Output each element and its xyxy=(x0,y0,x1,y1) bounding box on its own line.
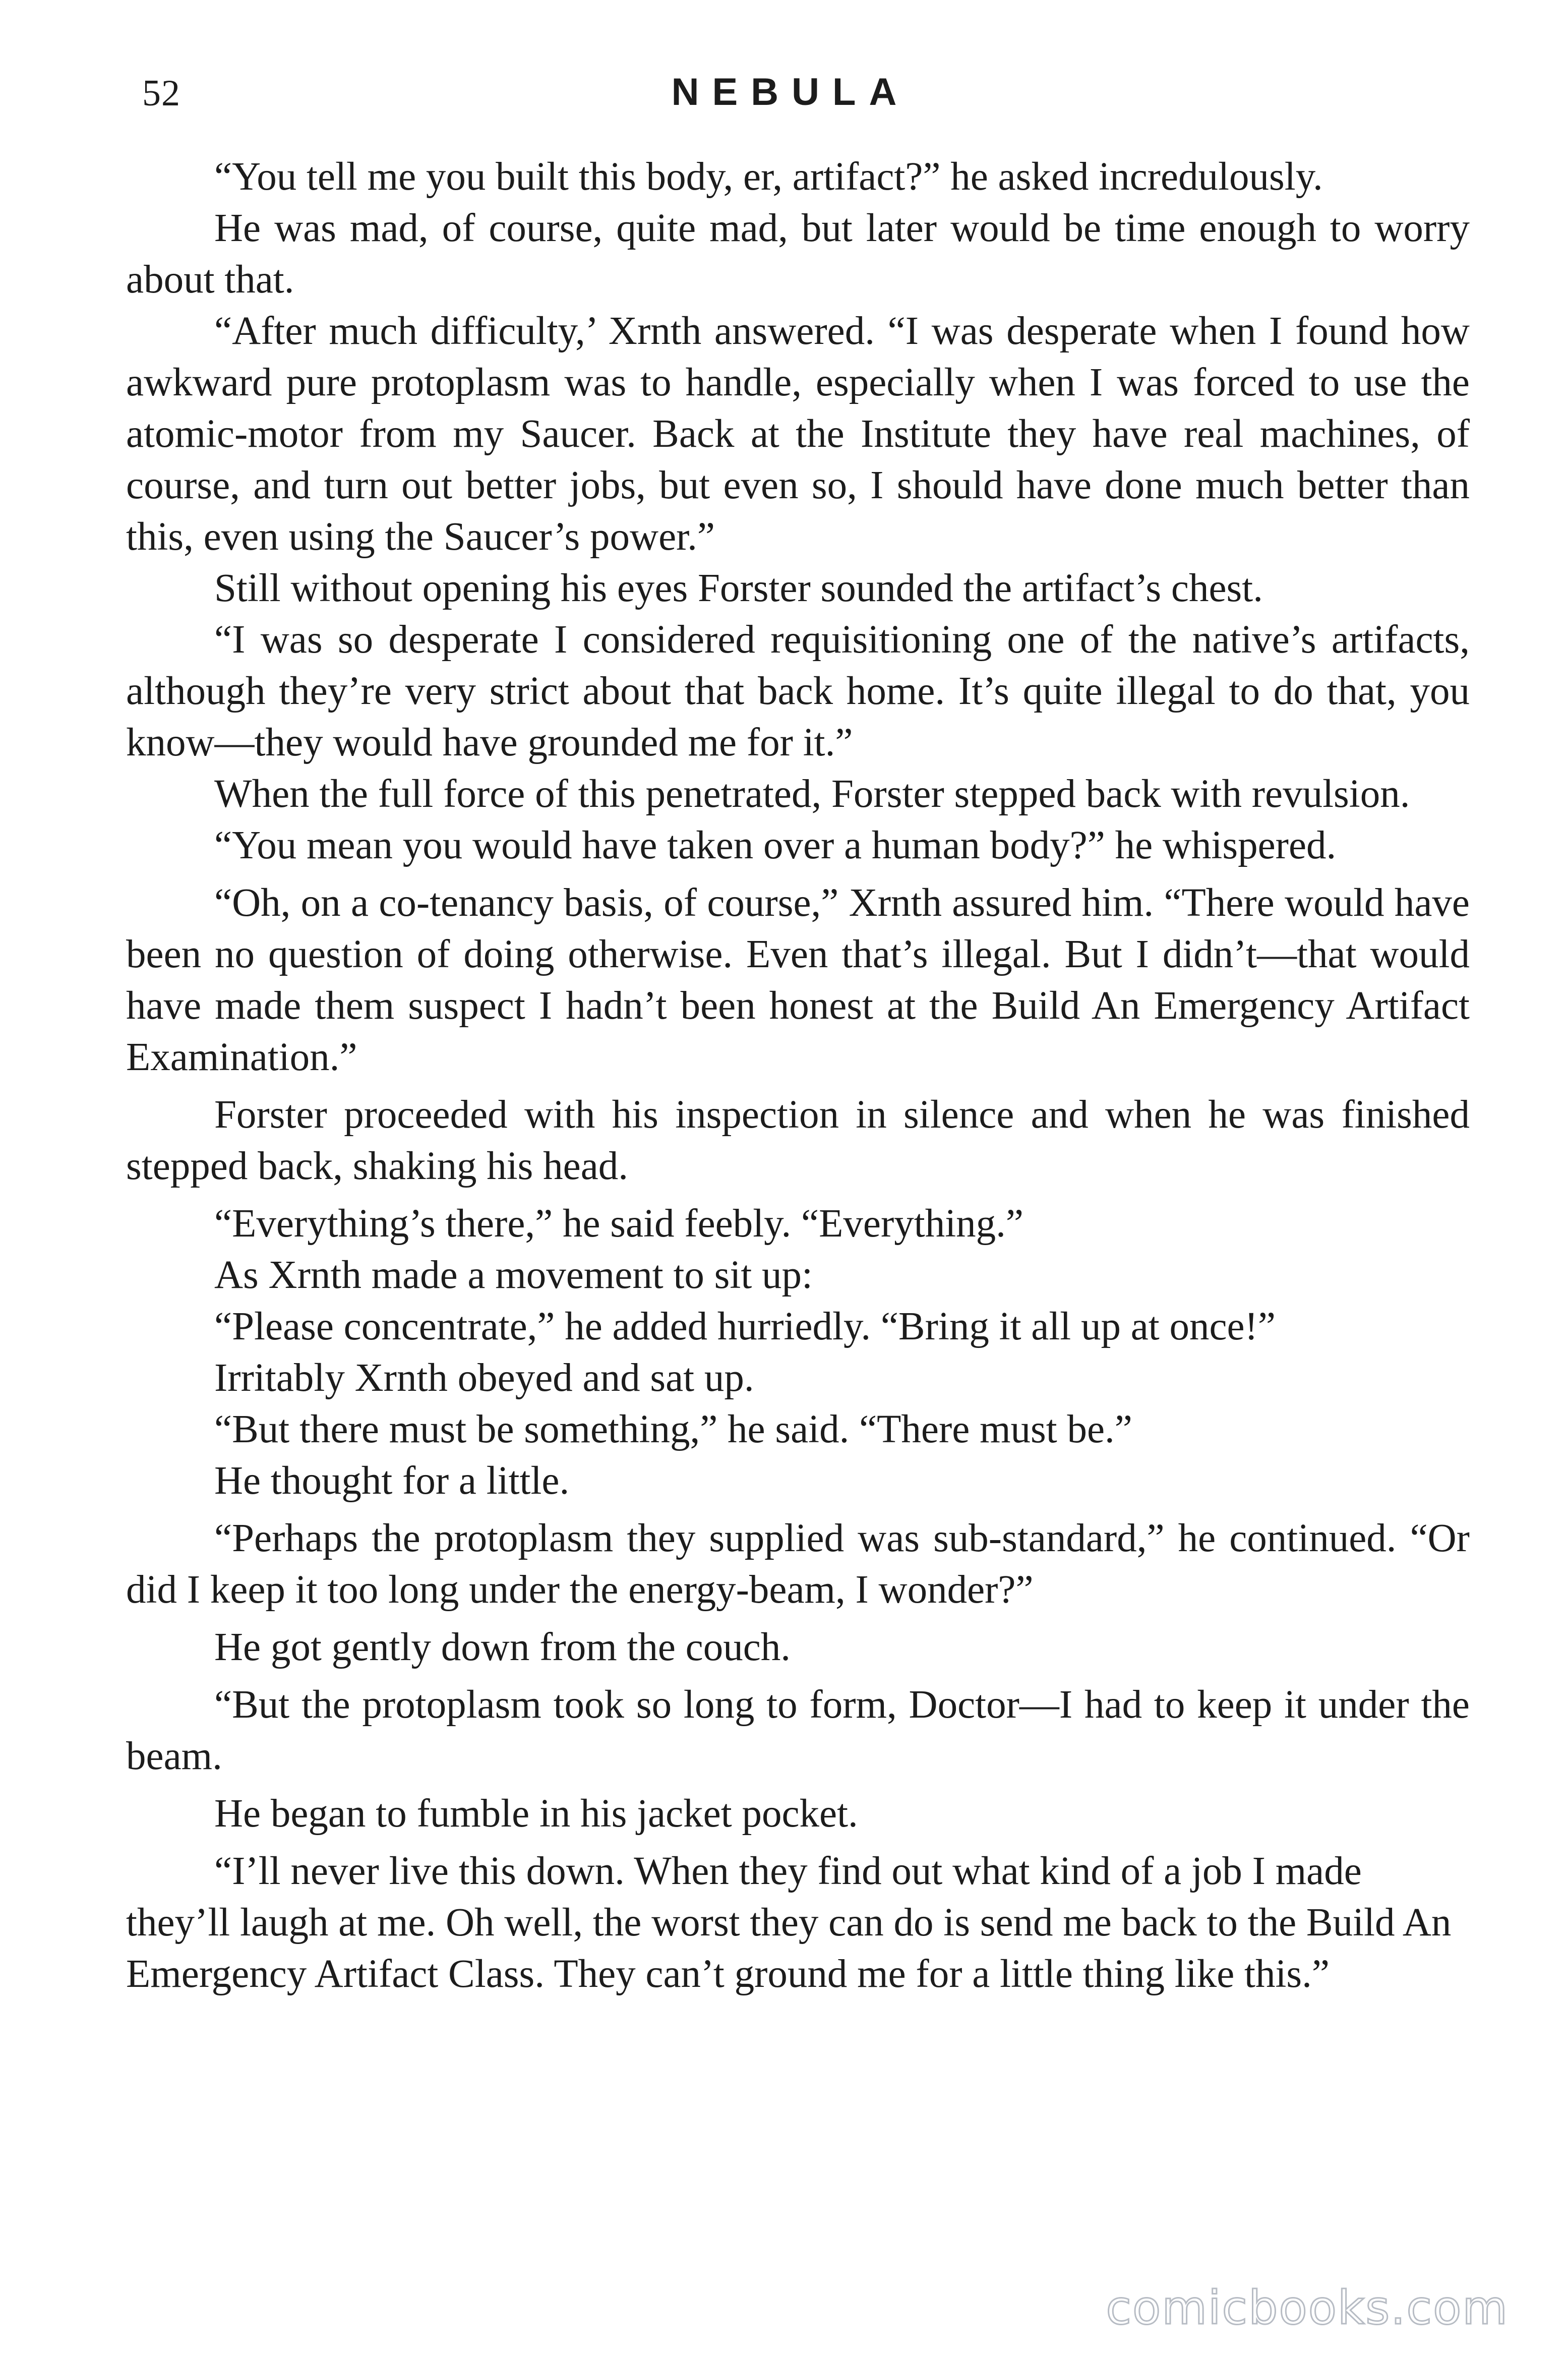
paragraph: “Perhaps the protoplasm they supplied was sub-standard,” he continued. “Or did I keep it too long under the energy-beam, I wonder?” xyxy=(126,1516,1470,1612)
paragraph: He got gently down from the couch. xyxy=(214,1625,791,1669)
running-title: NEBULA xyxy=(671,71,910,113)
paragraph: Still without opening his eyes Forster sounded the artifact’s chest. xyxy=(214,566,1263,610)
watermark: comicbooks.com xyxy=(1106,2281,1509,2335)
paragraph: “I was so desperate I considered requisitioning one of the native’s artifacts, although they’re very strict about that back home. It’s quite illegal to do that, you know—they would have grounded me for it.” xyxy=(126,618,1470,764)
paragraph: “Please concentrate,” he added hurriedly. “Bring it all up at once!” xyxy=(214,1305,1276,1348)
paragraph: “You mean you would have taken over a human body?” he whispered. xyxy=(214,823,1337,867)
paragraph: Forster proceeded with his inspection in silence and when he was finished stepped back, shaking his head. xyxy=(126,1093,1470,1188)
page-header xyxy=(0,68,1568,124)
paragraph: “Oh, on a co-tenancy basis, of course,” Xrnth assured him. “There would have been no question of doing otherwise. Even that’s illegal. But I didn’t—that would have made them suspect I hadn’t been honest at the Build An Emergency Artifact Examination.” xyxy=(126,881,1470,1079)
paragraph: “But the protoplasm took so long to form, Doctor—I had to keep it under the beam. xyxy=(126,1683,1470,1778)
paragraph: “After much difficulty,’ Xrnth answered. “I was desperate when I found how awkward pure protoplasm was to handle, especially when I was forced to use the atomic-motor from my Saucer. Back at the Institute they have real machines, of course, and turn out better jobs, but even so, I should have done much better than this, even using the Saucer’s power.” xyxy=(126,309,1470,559)
paragraph: He thought for a little. xyxy=(214,1459,570,1503)
paragraph: As Xrnth made a movement to sit up: xyxy=(214,1253,813,1297)
paragraph: When the full force of this penetrated, Forster stepped back with revulsion. xyxy=(214,772,1410,816)
paragraph: “I’ll never live this down. When they find out what kind of a job I made they’ll laugh at me. Oh well, the worst they can do is send me back to the Build An Emergency Artifact Class. They can’t ground me for a little thing like this.” xyxy=(126,1849,1452,1996)
paragraph: Irritably Xrnth obeyed and sat up. xyxy=(214,1356,754,1400)
paragraph: “Everything’s there,” he said feebly. “Everything.” xyxy=(214,1202,1023,1246)
page-number: 52 xyxy=(142,73,180,114)
paragraph: “But there must be something,” he said. “There must be.” xyxy=(214,1407,1132,1451)
paragraph: “You tell me you built this body, er, artifact?” he asked incredulously. xyxy=(214,155,1323,199)
paragraph: He was mad, of course, quite mad, but later would be time enough to worry about that. xyxy=(126,206,1470,302)
paragraph: He began to fumble in his jacket pocket. xyxy=(214,1792,858,1836)
story-text xyxy=(126,151,1470,2000)
